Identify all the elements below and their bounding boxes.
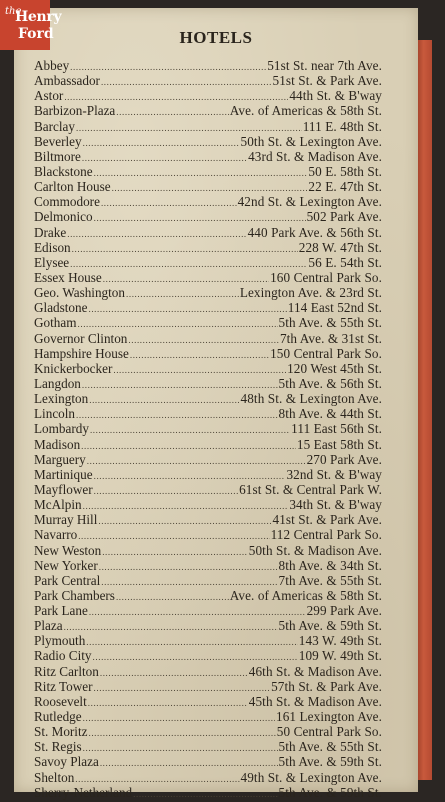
hotel-address: 111 E. 48th St.	[302, 118, 382, 134]
hotel-row	[34, 770, 382, 785]
hotel-address: 50th St. & Madison Ave.	[248, 542, 382, 558]
hotel-row	[34, 300, 382, 315]
dot-leader	[89, 605, 306, 620]
dot-leader	[116, 105, 228, 120]
hotel-address: 150 Central Park So.	[270, 345, 382, 361]
hotel-name: Essex House	[34, 269, 102, 285]
hotel-address: 7th Ave. & 55th St.	[278, 572, 382, 588]
hotel-row	[34, 512, 382, 527]
hotel-row	[34, 361, 382, 376]
hotel-address: 143 W. 49th St.	[298, 633, 382, 649]
hotel-address: 44th St. & B'way	[289, 88, 382, 104]
hotel-name: Ritz Tower	[34, 678, 93, 694]
hotel-row	[34, 240, 382, 255]
hotel-row	[34, 391, 382, 406]
hotel-address: 61st St. & Central Park W.	[239, 481, 382, 497]
hotel-row	[34, 119, 382, 134]
hotel-name: Hampshire House	[34, 345, 129, 361]
hotel-address: 440 Park Ave. & 56th St.	[247, 224, 382, 240]
hotel-row	[34, 376, 382, 391]
hotel-name: Delmonico	[34, 209, 93, 225]
hotel-row	[34, 194, 382, 209]
hotel-row	[34, 134, 382, 149]
dot-leader	[113, 363, 286, 378]
hotel-name: Roosevelt	[34, 693, 87, 709]
dot-leader	[90, 423, 290, 438]
hotel-name: Lincoln	[34, 406, 76, 422]
hotel-address: 46th St. & Madison Ave.	[248, 663, 382, 679]
hotel-address: 42nd St. & Lexington Ave.	[237, 194, 382, 210]
hotel-name: McAlpin	[34, 497, 82, 513]
hotel-address: 5th Ave. & 59th St.	[278, 784, 382, 800]
hotel-name: Park Lane	[34, 603, 88, 619]
hotel-address: 8th Ave. & 34th St.	[278, 557, 382, 573]
hotel-row	[34, 648, 382, 663]
hotel-row	[34, 315, 382, 330]
hotel-address: 49th St. & Lexington Ave.	[240, 769, 382, 785]
hotel-name: Abbey	[34, 58, 70, 73]
hotel-address: 50 Central Park So.	[276, 724, 382, 740]
hotel-row	[34, 270, 382, 285]
hotel-name: Biltmore	[34, 148, 81, 164]
hotel-name: Knickerbocker	[34, 360, 113, 376]
dot-leader	[81, 439, 296, 454]
hotel-name: Navarro	[34, 527, 78, 543]
hotel-address: 502 Park Ave.	[306, 209, 382, 225]
hotel-address: 57th St. & Park Ave.	[271, 678, 382, 694]
hotel-name: Madison	[34, 436, 81, 452]
dot-leader	[88, 726, 275, 741]
hotel-address: 109 W. 49th St.	[298, 648, 382, 664]
hotel-address: 50 E. 58th St.	[308, 163, 382, 179]
hotel-address: 161 Lexington Ave.	[276, 709, 382, 725]
hotel-name: Blackstone	[34, 163, 93, 179]
hotel-address: 112 Central Park So.	[270, 527, 382, 543]
hotel-row	[34, 421, 382, 436]
hotel-name: Elysee	[34, 254, 70, 270]
dot-leader	[86, 635, 297, 650]
hotel-name: Rutledge	[34, 709, 82, 725]
hotel-name: Savoy Plaza	[34, 754, 99, 770]
hotel-row	[34, 73, 382, 88]
hotel-row	[34, 467, 382, 482]
hotel-name: Governor Clinton	[34, 330, 128, 346]
hotel-address: 120 West 45th St.	[287, 360, 382, 376]
hotel-row	[34, 618, 382, 633]
hotel-row	[34, 694, 382, 709]
hotel-name: Barclay	[34, 118, 76, 134]
dot-leader	[116, 590, 229, 605]
hotel-row	[34, 179, 382, 194]
hotel-row	[34, 103, 382, 118]
hotel-row	[34, 633, 382, 648]
hotel-row	[34, 573, 382, 588]
hotel-address: 8th Ave. & 44th St.	[278, 406, 382, 422]
dot-leader	[67, 227, 246, 242]
hotel-name: Carlton House	[34, 179, 111, 195]
logo-text-ford: Ford	[18, 26, 54, 42]
hotel-name: St. Moritz	[34, 724, 88, 740]
hotel-name: Martinique	[34, 466, 93, 482]
dot-leader	[100, 666, 248, 681]
dot-leader	[64, 620, 278, 635]
hotel-row	[34, 754, 382, 769]
hotel-address: 7th Ave. & 31st St.	[279, 330, 382, 346]
hotel-address: Lexington Ave. & 23rd St.	[239, 285, 382, 301]
hotel-name: Marguery	[34, 451, 86, 467]
hotel-name: Gladstone	[34, 300, 88, 316]
hotel-row	[34, 346, 382, 361]
hotel-address: 15 East 58th St.	[296, 436, 382, 452]
dot-leader	[83, 136, 240, 151]
hotel-name: Geo. Washington	[34, 285, 125, 301]
hotel-row	[34, 406, 382, 421]
hotel-row	[34, 255, 382, 270]
hotel-name: Murray Hill	[34, 512, 98, 528]
hotel-name: Gotham	[34, 315, 77, 331]
hotel-address: 5th Ave. & 59th St.	[278, 754, 382, 770]
hotel-address: 228 W. 47th St.	[298, 239, 382, 255]
hotel-row	[34, 603, 382, 618]
dot-leader	[101, 75, 272, 90]
hotel-row	[34, 437, 382, 452]
dot-leader	[101, 196, 237, 211]
hotel-row	[34, 558, 382, 573]
hotel-name: New Weston	[34, 542, 102, 558]
hotel-name: Barbizon-Plaza	[34, 103, 116, 119]
hotel-name: Sherry-Netherland	[34, 784, 133, 800]
hotel-address: 51st St. & Park Ave.	[272, 73, 382, 89]
hotel-name: Langdon	[34, 375, 81, 391]
hotel-name: Lombardy	[34, 421, 89, 437]
dot-leader	[99, 560, 278, 575]
hotel-address: 22 E. 47th St.	[308, 179, 382, 195]
dot-leader	[89, 393, 239, 408]
hotel-row	[34, 785, 382, 800]
dot-leader	[130, 348, 269, 363]
hotel-row	[34, 497, 382, 512]
dot-leader	[98, 514, 271, 529]
hotel-address: 43rd St. & Madison Ave.	[248, 148, 382, 164]
dot-leader	[94, 681, 271, 696]
hotel-name: Astor	[34, 88, 64, 104]
hotel-name: Shelton	[34, 769, 75, 785]
dot-leader	[94, 484, 239, 499]
hotel-address: 5th Ave. & 56th St.	[278, 375, 382, 391]
hotel-name: Commodore	[34, 194, 100, 210]
hotel-list	[34, 58, 382, 800]
hotel-address: Ave. of Americas & 58th St.	[229, 103, 382, 119]
hotel-address: 48th St. & Lexington Ave.	[240, 391, 382, 407]
hotel-address: 5th Ave. & 55th St.	[278, 739, 382, 755]
hotel-row	[34, 225, 382, 240]
hotel-row	[34, 709, 382, 724]
hotel-name: Plaza	[34, 618, 63, 634]
hotel-row	[34, 209, 382, 224]
hotel-row	[34, 58, 382, 73]
hotel-address: Ave. of Americas & 58th St.	[229, 587, 382, 603]
hotel-row	[34, 149, 382, 164]
hotel-row	[34, 482, 382, 497]
hotel-name: Beverley	[34, 133, 82, 149]
hotel-address: 111 East 56th St.	[291, 421, 382, 437]
hotel-address: 41st St. & Park Ave.	[272, 512, 382, 528]
hotel-name: St. Regis	[34, 739, 82, 755]
hotel-row	[34, 88, 382, 103]
hotel-row	[34, 527, 382, 542]
hotel-address: 45th St. & Madison Ave.	[248, 693, 382, 709]
red-cover-edge	[418, 40, 432, 780]
henry-ford-logo	[0, 0, 62, 50]
hotel-row	[34, 588, 382, 603]
hotel-row	[34, 664, 382, 679]
dot-leader	[87, 454, 306, 469]
dot-leader	[76, 408, 277, 423]
dot-leader	[83, 499, 289, 514]
dot-leader	[82, 151, 247, 166]
dot-leader	[88, 696, 248, 711]
hotel-name: Lexington	[34, 391, 89, 407]
hotel-row	[34, 452, 382, 467]
dot-leader	[94, 166, 308, 181]
hotel-name: New Yorker	[34, 557, 98, 573]
hotel-address: 56 E. 54th St.	[308, 254, 382, 270]
hotel-address: 5th Ave. & 59th St.	[278, 618, 382, 634]
dot-leader	[88, 302, 286, 317]
hotel-address: 160 Central Park So.	[270, 269, 382, 285]
hotel-row	[34, 331, 382, 346]
hotel-address: 32nd St. & B'way	[286, 466, 382, 482]
hotel-name: Ritz Carlton	[34, 663, 99, 679]
dot-leader	[102, 545, 248, 560]
dot-leader	[83, 741, 278, 756]
hotel-address: 270 Park Ave.	[306, 451, 382, 467]
hotel-address: 114 East 52nd St.	[287, 300, 382, 316]
hotel-address: 34th St. & B'way	[289, 497, 382, 513]
hotel-row	[34, 724, 382, 739]
dot-leader	[78, 529, 269, 544]
hotel-row	[34, 164, 382, 179]
hotel-name: Edison	[34, 239, 71, 255]
dot-leader	[126, 287, 239, 302]
hotel-name: Park Central	[34, 572, 101, 588]
hotel-address: 50th St. & Lexington Ave.	[240, 133, 382, 149]
hotel-name: Radio City	[34, 648, 92, 664]
hotel-name: Mayflower	[34, 481, 93, 497]
page-title: HOTELS	[179, 28, 253, 47]
dot-leader	[83, 711, 275, 726]
logo-text-the: the	[5, 6, 22, 17]
hotel-row	[34, 739, 382, 754]
dot-leader	[128, 333, 279, 348]
hotel-name: Park Chambers	[34, 587, 115, 603]
hotel-row	[34, 285, 382, 300]
hotel-address: 51st St. near 7th Ave.	[267, 58, 382, 73]
hotel-name: Plymouth	[34, 633, 86, 649]
hotel-row	[34, 543, 382, 558]
logo-text-henry: Henry	[15, 9, 62, 25]
hotel-address: 299 Park Ave.	[306, 603, 382, 619]
dot-leader	[72, 242, 298, 257]
hotel-name: Ambassador	[34, 73, 100, 89]
hotel-name: Drake	[34, 224, 67, 240]
hotel-address: 5th Ave. & 55th St.	[278, 315, 382, 331]
hotel-row	[34, 679, 382, 694]
